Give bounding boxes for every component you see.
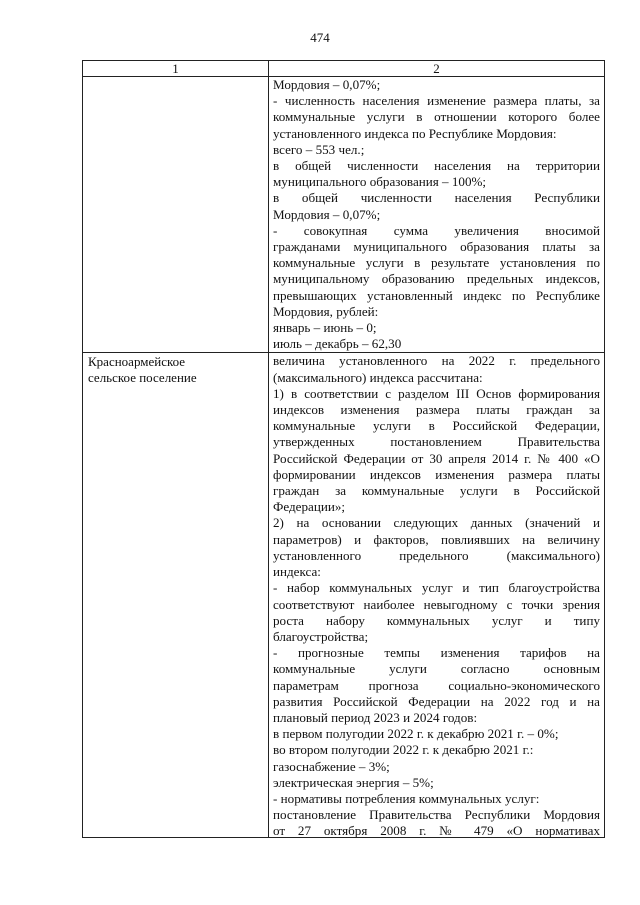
text-line: индекса:: [273, 564, 321, 580]
text-line: электрическая энергия – 5%;: [273, 774, 434, 790]
text-line: всего – 553 чел.;: [273, 141, 365, 157]
text-line: величина установленного на 2022 г. предельного: [273, 353, 600, 369]
text-line: Мордовия – 0,07%;: [273, 206, 381, 222]
text-line: плановый период 2023 и 2024 годов:: [273, 709, 478, 725]
text-line: - набор коммунальных услуг и тип благоустройства: [273, 580, 600, 596]
text-line: во втором полугодии 2022 г. к декабрю 2021 г.:: [273, 742, 534, 758]
text-line: от 27 октября 2008 г. № 479 «О нормативах: [273, 823, 600, 838]
services-table: [82, 60, 605, 838]
text-line: газоснабжение – 3%;: [273, 758, 390, 774]
column-header-1: 1: [83, 61, 269, 77]
text-line: установленного индекса по Республике Мордовия:: [273, 125, 557, 141]
municipality-cell: [83, 353, 269, 838]
text-line: - численность населения изменение размера платы, за: [273, 93, 600, 109]
text-line: - нормативы потребления коммунальных услуг:: [273, 790, 540, 806]
table-header-row: [83, 61, 605, 77]
text-line: параметров) и факторов, повлиявших на величину: [273, 531, 600, 547]
text-line: превышающих установленный индекс по Республике: [273, 287, 600, 303]
text-line: Федерации»;: [273, 499, 346, 515]
text-line: в общей численности населения Республики: [273, 190, 600, 206]
text-line: постановление Правительства Республики Мордовия: [273, 807, 600, 823]
text-line: утвержденных постановлением Правительства: [273, 434, 600, 450]
municipality-name: сельское поселение: [88, 370, 197, 386]
text-line: параметрам прогноза социально-экономического: [273, 677, 600, 693]
description-cell: [269, 77, 605, 353]
text-line: - прогнозные темпы изменения тарифов на: [273, 645, 600, 661]
municipality-cell: [83, 77, 269, 353]
table-row: [83, 77, 605, 353]
text-line: муниципальному образованию предельных индексов,: [273, 271, 600, 287]
text-line: благоустройства;: [273, 628, 369, 644]
text-line: формировании индексов изменения размера платы: [273, 466, 600, 482]
text-line: коммунальные услуги в Российской Федерации,: [273, 418, 600, 434]
text-line: в первом полугодии 2022 г. к декабрю 2021 г. – 0%;: [273, 726, 559, 742]
text-line: 2) на основании следующих данных (значений и: [273, 515, 600, 531]
table-row: [83, 353, 605, 838]
text-line: коммунальные услуги в отношении которого более: [273, 109, 600, 125]
text-line: соответствуют наиболее невыгодному с точки зрения: [273, 596, 600, 612]
text-line: установленного предельного (максимального): [273, 547, 600, 563]
text-line: июль – декабрь – 62,30: [273, 336, 402, 352]
text-line: - совокупная сумма увеличения вносимой: [273, 222, 600, 238]
municipality-name: Красноармейское: [88, 354, 186, 370]
text-line: Мордовия – 0,07%;: [273, 77, 381, 92]
text-line: январь – июнь – 0;: [273, 320, 377, 336]
text-line: Мордовия, рублей:: [273, 303, 379, 319]
text-line: граждан за коммунальные услуги в Российской: [273, 483, 600, 499]
text-line: коммунальные услуги согласно основным: [273, 661, 600, 677]
column-header-2: 2: [269, 61, 605, 77]
text-line: в общей численности населения на территории: [273, 158, 600, 174]
text-line: (максимального) индекса рассчитана:: [273, 369, 483, 385]
page-number: 474: [310, 30, 330, 45]
text-line: роста набору коммунальных услуг и типу: [273, 612, 600, 628]
description-cell: [269, 353, 605, 838]
text-line: индексов изменения размера платы граждан за: [273, 402, 600, 418]
text-line: муниципального образования – 100%;: [273, 174, 487, 190]
text-line: развития Российской Федерации на 2022 год и на: [273, 693, 600, 709]
text-line: коммунальные услуги в результате установления по: [273, 255, 600, 271]
text-line: Российской Федерации от 30 апреля 2014 г. № 400 «О: [273, 450, 600, 466]
text-line: 1) в соответствии с разделом III Основ формирования: [273, 385, 600, 401]
text-line: гражданами муниципального образования платы за: [273, 239, 600, 255]
